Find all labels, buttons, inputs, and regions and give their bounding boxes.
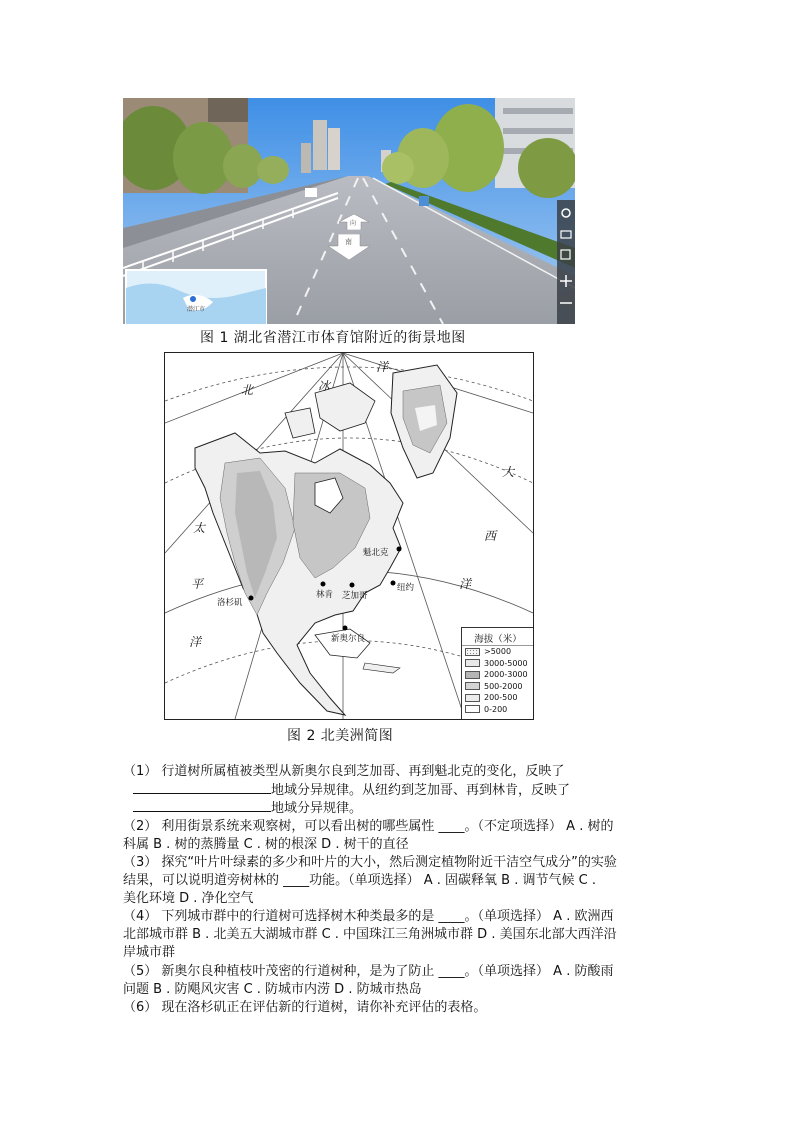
nav-forward-label: 向: [350, 220, 357, 227]
question-5-line-1: （5） 新奥尔良种植枝叶茂密的行道树种，是为了防止 ____。（单项选择） A . 防酸雨: [123, 964, 614, 979]
question-4-line-2: 北部城市群 B . 北美五大湖城市群 C . 中国珠江三角洲城市群 D . 美国东北部大西洋沿: [123, 927, 617, 942]
figure1-caption: 图 1 湖北省潜江市体育馆附近的街景地图: [200, 330, 466, 346]
north-america-map: [164, 352, 534, 720]
question-4-line-1: （4） 下列城市群中的行道树可选择树木种类最多的是 ____。（单项选择） A . 欧洲西: [123, 909, 614, 924]
legend-swatch: [465, 671, 480, 679]
question-1-line-1: （1） 行道树所属植被类型从新奥尔良到芝加哥、再到魁北克的变化，反映了: [123, 764, 565, 779]
legend-label: 0-200: [484, 704, 508, 714]
legend-swatch: [465, 694, 480, 702]
legend-item: [462, 646, 534, 658]
nav-forward-arrow[interactable]: [339, 214, 369, 230]
figure2-caption: 图 2 北美洲简图: [287, 728, 394, 744]
legend-item: [462, 704, 534, 716]
ocean-label-arctic-1: 北: [241, 383, 254, 397]
question-6-line-1: （6） 现在洛杉矶正在评估新的行道树，请你补充评估的表格。: [123, 1000, 487, 1015]
question-3-line-1: （3） 探究“叶片叶绿素的多少和叶片的大小，然后测定植物附近干洁空气成分”的实验: [123, 855, 617, 870]
question-4-line-3: 岸城市群: [123, 945, 176, 960]
ocean-label-pacific-3: 洋: [189, 635, 202, 649]
city-label-losangeles: 洛杉矶: [217, 598, 243, 608]
legend-title: 海拔（米）: [462, 628, 534, 646]
elevation-legend: [461, 627, 534, 720]
legend-label: 3000-5000: [484, 658, 528, 668]
legend-swatch: [465, 648, 480, 656]
legend-label: >5000: [484, 647, 512, 657]
legend-label: 200-500: [484, 693, 518, 703]
question-3-line-3: 美化环境 D . 净化空气: [123, 891, 254, 906]
question-2-line-2: 科属 B . 树的蒸腾量 C . 树的根深 D . 树干的直径: [123, 837, 409, 852]
legend-item: [462, 692, 534, 704]
city-label-chicago: 芝加哥: [342, 591, 368, 601]
legend-swatch: [465, 682, 480, 690]
ocean-label-pacific-2: 平: [191, 577, 204, 591]
legend-swatch: [465, 659, 480, 667]
ocean-label-arctic-3: 洋: [376, 360, 389, 374]
nav-back-arrow[interactable]: [328, 234, 370, 260]
ocean-label-atlantic-3: 洋: [459, 577, 472, 591]
ocean-label-atlantic-1: 大: [502, 465, 515, 479]
city-label-neworleans: 新奥尔良: [331, 634, 366, 644]
ocean-label-atlantic-2: 西: [484, 529, 497, 543]
question-1-line-2-text: 地域分异规律。从纽约到芝加哥、再到林肯，反映了: [271, 783, 571, 798]
city-label-lincoln: 林肯: [316, 590, 334, 600]
nav-back-label: 南: [345, 238, 352, 246]
street-view-image: [123, 98, 575, 324]
question-1-line-2: [133, 780, 688, 800]
ocean-label-pacific-1: 太: [193, 521, 206, 535]
legend-label: 2000-3000: [484, 670, 528, 680]
question-1-line-3-text: 地域分异规律。: [271, 801, 363, 816]
answer-blank[interactable]: [133, 780, 271, 794]
city-label-quebec: 魁北克: [363, 548, 389, 558]
city-label-newyork: 纽约: [397, 583, 415, 593]
answer-blank[interactable]: [133, 798, 271, 812]
legend-label: 500-2000: [484, 681, 523, 691]
question-5-line-2: 问题 B . 防飓风灾害 C . 防城市内涝 D . 防城市热岛: [123, 982, 422, 997]
ocean-label-arctic-2: 冰: [318, 379, 331, 393]
location-pin-icon: [189, 295, 197, 303]
legend-item: [462, 681, 534, 693]
legend-swatch: [465, 705, 480, 713]
question-2-line-1: （2） 利用街景系统来观察树，可以看出树的哪些属性 ____。（不定项选择） A . 树的: [123, 819, 614, 834]
question-3-line-2: 结果，可以说明道旁树林的 ____功能。（单项选择） A . 固碳释氧 B . 调节气候 C .: [123, 873, 596, 888]
legend-item: [462, 669, 534, 681]
question-1-line-3: [133, 798, 688, 818]
legend-item: [462, 658, 534, 670]
street-view-scene: [123, 98, 575, 324]
minimap-label: 潜江市: [187, 306, 206, 313]
